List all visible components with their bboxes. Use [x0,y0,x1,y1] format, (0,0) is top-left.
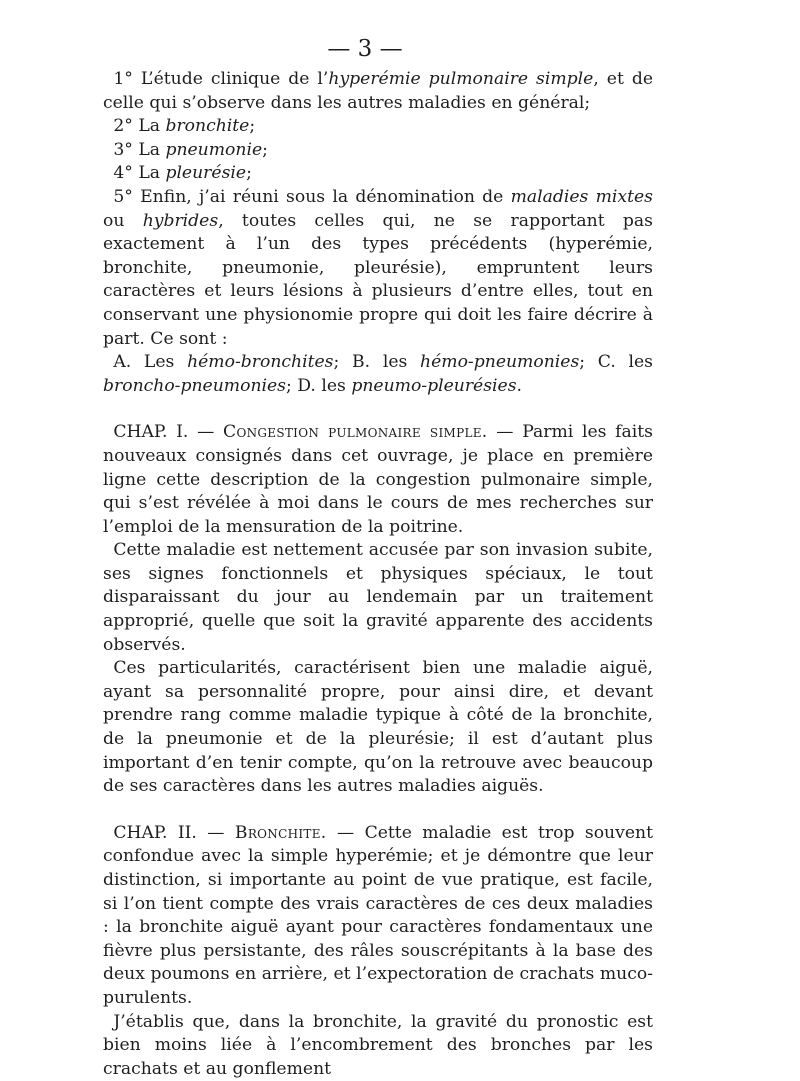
chapter-label: CHAP. I. — [113,422,215,443]
item-number: 2° [113,116,133,137]
paragraph: J’établis que, dans la bronchite, la gravité du pronostic est bien moins liée à l’encombrement des bronches par les crachats et au gonflement [103,1011,653,1079]
list-item-4: 4° La pleurésie; [113,163,252,184]
item-number: 5° [113,186,133,207]
body-text [103,68,653,1081]
paragraph: Cette maladie est nettement accusée par son invasion subite, ses signes fonctionnels et physiques spéciaux, le tout disparaissant du jour au lendemain par un traitement approprié, quelle que soit la gravité apparente des accidents observés. [103,540,653,655]
chapter-2-paragraph: CHAP. II. — Bronchite. — Cette maladie est trop souvent confondue avec la simple hyperémie; et je démontre que leur distinction, si importante au point de vue pratique, est facile, si l’on tient compte des vrais caractères de ces deux maladies : la bronchite aiguë ayant pour caractères fondamentaux une fièvre plus persistante, des râles souscrépitants à la base des deux poumons en arrière, et l’expectoration de crachats muco-purulents. [103,822,653,1008]
mixed-disease-list: A. Les hémo-bronchites; B. les hémo-pneumonies; C. les broncho-pneumonies; D. les pneumo-pleurésies. [103,352,653,396]
item-number: 4° [113,163,133,184]
chapter-title: Congestion pulmonaire simple. [223,422,488,443]
item-number: 3° [113,139,133,160]
chapter-title: Bronchite. [234,822,327,843]
list-item-5: 5° Enfin, j’ai réuni sous la dénomination de maladies mixtes ou hybrides, toutes celles qui, ne se rapportant pas exactement à l’un des types précédents (hyperémie, bronchite, pneumonie, pleurésie), empruntent leurs caractères et leurs lésions à plusieurs d’entre elles, tout en conservant une physionomie propre qui doit les faire décrire à part. Ce sont : [103,186,654,349]
paragraph: Ces particularités, caractérisent bien une maladie aiguë, ayant sa personnalité propre, pour ainsi dire, et devant prendre rang comme maladie typique à côté de la bronchite, de la pneumonie et de la pleurésie; il est d’autant plus important d’en tenir compte, qu’on la retrouve avec beaucoup de ses caractères dans les autres maladies aiguës. [103,658,653,797]
list-item-3: 3° La pneumonie; [113,139,268,160]
page-number: — 3 — [327,36,403,62]
item-number: 1° [113,69,133,89]
list-item-1: 1° L’étude clinique de l’hyperémie pulmonaire simple, et de celle qui s’observe dans les autres maladies en général; [103,69,654,113]
chapter-1-paragraph: CHAP. I. — Congestion pulmonaire simple. — Parmi les faits nouveaux consignés dans cet ouvrage, je place en première ligne cette description de la congestion pulmonaire simple, qui s’est révélée à moi dans le cours de mes recherches sur l’emploi de la mensuration de la poitrine. [103,422,653,537]
list-item-2: 2° La bronchite; [113,116,256,137]
chapter-label: CHAP. II. — [113,822,225,843]
